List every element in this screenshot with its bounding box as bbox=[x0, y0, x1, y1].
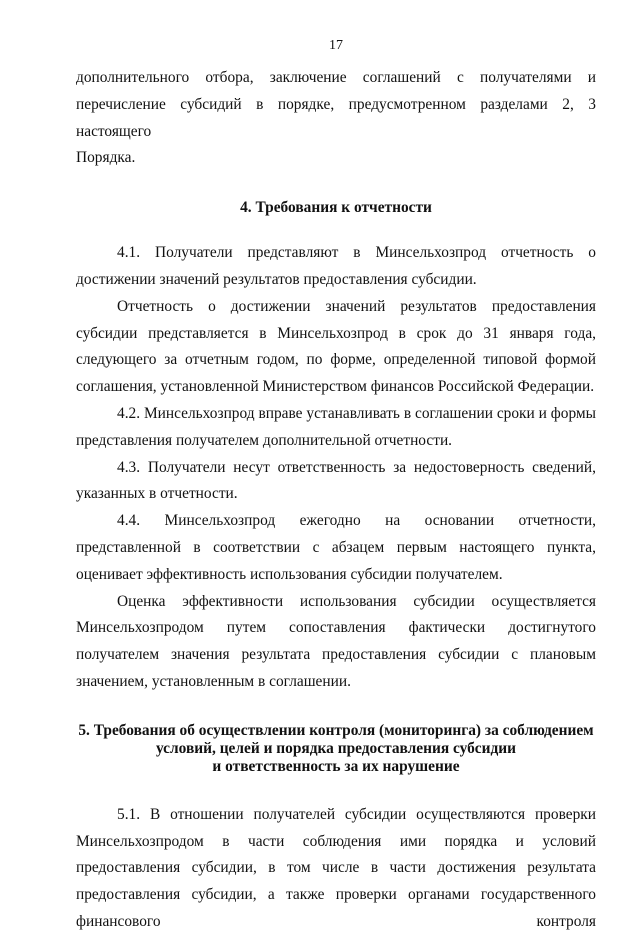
page-number: 17 bbox=[329, 38, 343, 53]
section-5-heading-line-2: условий, целей и порядка предоставления субсидии bbox=[155, 739, 517, 757]
paragraph-evaluation: Оценка эффективности использования субсидии осуществляется Минсельхозпродом путем сопоставления фактически достигнутого получателем значения результата предоставления субсидии с плановым значением, установленным в соглашении. bbox=[76, 592, 596, 690]
paragraph-4-1: 4.1. Получатели представляют в Минсельхозпрод отчетность о достижении значений результатов предоставления субсидии. bbox=[76, 244, 596, 288]
paragraph-report-deadline: Отчетность о достижении значений результатов предоставления субсидии представляется в Минсельхозпрод в срок до 31 января года, следующего за отчетным годом, по форме, определенной типовой формой соглашения, установленной Министерством финансов Российской Федерации. bbox=[76, 297, 596, 396]
paragraph-4-2: 4.2. Минсельхозпрод вправе устанавливать в соглашении сроки и формы представления получателем дополнительной отчетности. bbox=[76, 404, 596, 449]
paragraph-5-1: 5.1. В отношении получателей субсидии осуществляются проверки Минсельхозпродом в части соблюдения ими порядка и условий предоставления субсидии, в том числе в части достижения результата предоставления субсидии, а также проверки органами государственного финансового контроля bbox=[76, 805, 596, 930]
section-5-heading-line-1: 5. Требования об осуществлении контроля (мониторинга) за соблюдением bbox=[78, 721, 594, 739]
paragraph-4-4: 4.4. Минсельхозпрод ежегодно на основании отчетности, представленной в соответствии с абзацем первым настоящего пункта, оценивает эффективность использования субсидии получателем. bbox=[76, 512, 596, 583]
section-5-heading-line-3: и ответственность за их нарушение bbox=[212, 757, 460, 775]
paragraph-4-3: 4.3. Получатели несут ответственность за недостоверность сведений, указанных в отчетности. bbox=[76, 458, 596, 503]
intro-line-3: Порядка. bbox=[76, 149, 136, 167]
intro-line-1: дополнительного отбора, заключение соглашений с получателями и bbox=[76, 69, 596, 86]
intro-line-2: перечисление субсидий в порядке, предусмотренном разделами 2, 3 настоящего bbox=[76, 95, 596, 140]
section-5-heading bbox=[76, 722, 596, 776]
section-4-heading: 4. Требования к отчетности bbox=[240, 199, 432, 217]
